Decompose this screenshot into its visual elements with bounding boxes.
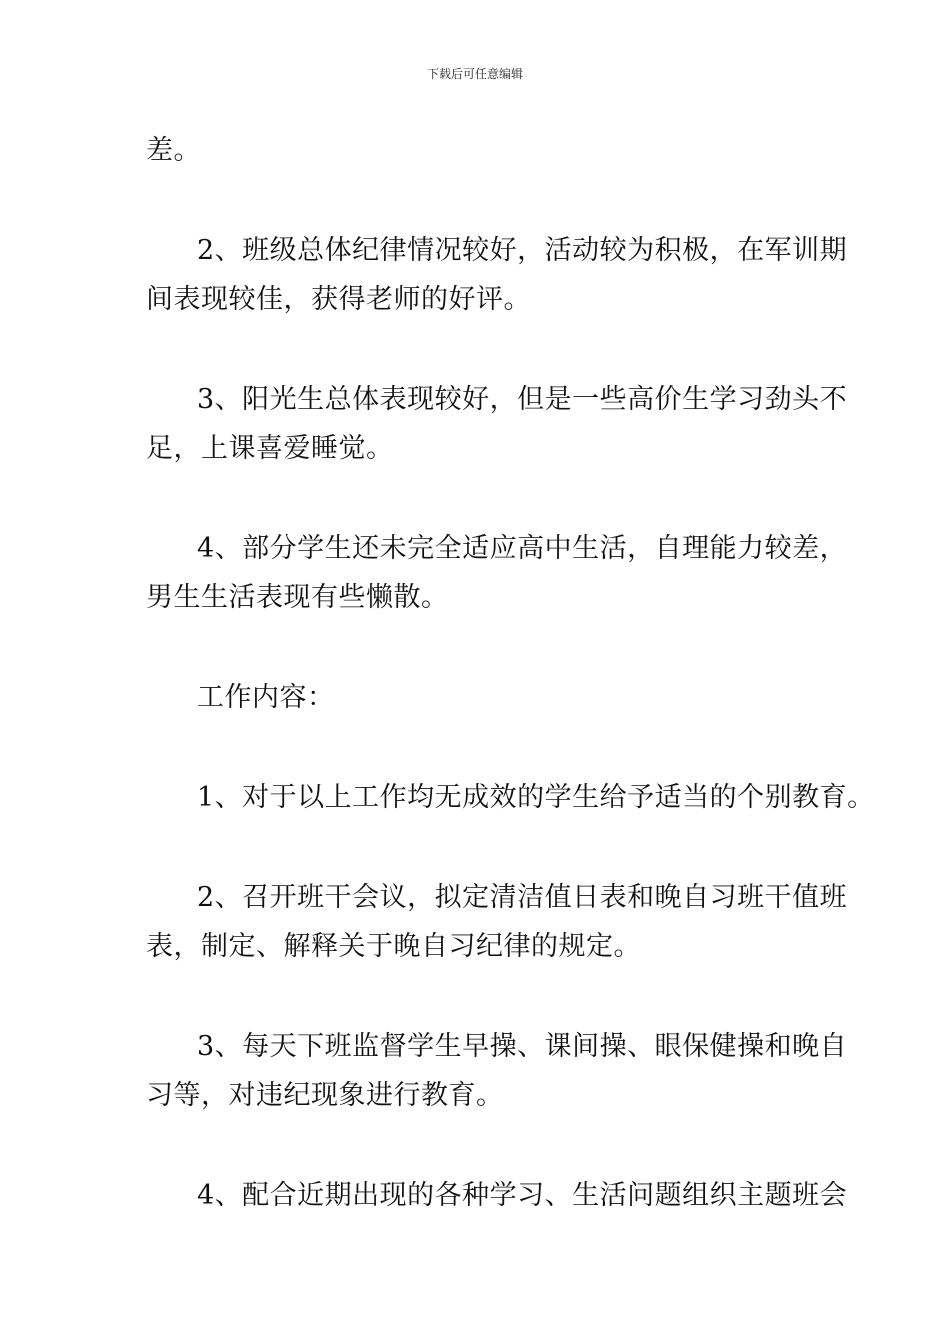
paragraph-continuation	[146, 126, 810, 175]
text-line: 差。	[146, 135, 201, 166]
paragraph-work-3	[146, 1022, 848, 1120]
text-line: 1、对于以上工作均无成效的学生给予适当的个别教育。	[197, 782, 875, 813]
text-line: 工作内容：	[197, 682, 335, 713]
text-line: 间表现较佳，获得老师的好评。	[146, 284, 531, 315]
paragraph-item-4-adaptation	[146, 524, 848, 622]
paragraph-item-2-discipline	[146, 226, 848, 324]
paragraph-work-2	[146, 873, 848, 971]
paragraph-work-4	[146, 1171, 848, 1220]
text-line: 3、每天下班监督学生早操、课间操、眼保健操和晚自	[197, 1031, 848, 1062]
text-line: 习等，对违纪现象进行教育。	[146, 1080, 504, 1111]
page-header-note: 下载后可任意编辑	[426, 67, 523, 81]
text-line: 4、配合近期出现的各种学习、生活问题组织主题班会	[197, 1180, 848, 1211]
text-line: 表，制定、解释关于晚自习纪律的规定。	[146, 931, 641, 962]
text-line: 4、部分学生还未完全适应高中生活，自理能力较差，	[197, 533, 848, 564]
text-line: 2、召开班干会议，拟定清洁值日表和晚自习班干值班	[197, 882, 848, 913]
text-line: 足，上课喜爱睡觉。	[146, 433, 394, 464]
paragraph-work-1	[146, 773, 875, 822]
paragraph-item-3-students	[146, 375, 848, 473]
document-body	[146, 126, 875, 1271]
text-line: 3、阳光生总体表现较好，但是一些高价生学习劲头不	[197, 384, 848, 415]
section-heading-work-content	[146, 673, 810, 722]
text-line: 男生生活表现有些懒散。	[146, 582, 449, 613]
text-line: 2、班级总体纪律情况较好，活动较为积极，在军训期	[197, 235, 848, 266]
